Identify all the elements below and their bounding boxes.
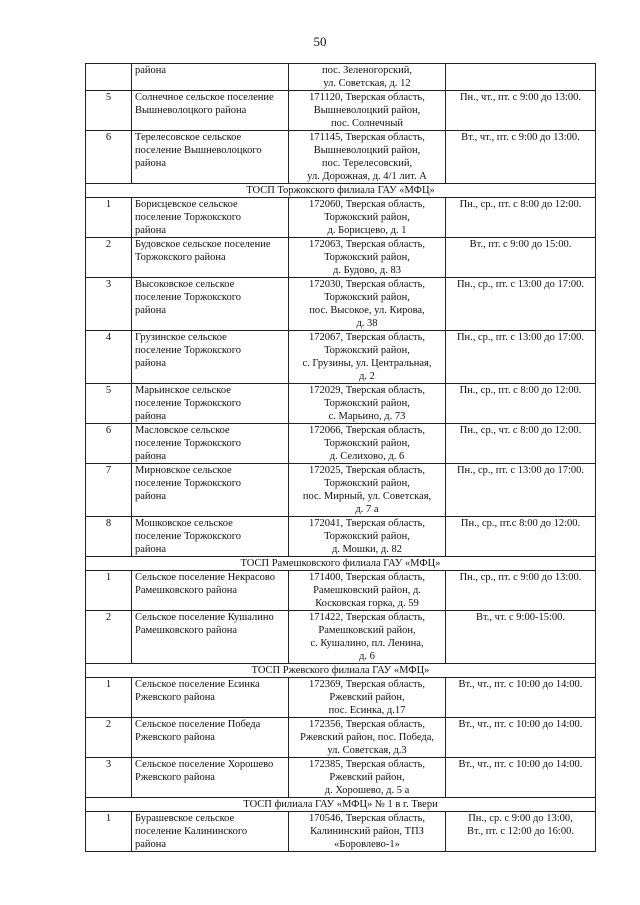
row-number: 8: [86, 517, 132, 557]
settlement-name: Мошковское сельское поселение Торжокского района: [132, 517, 289, 557]
page-number: 50: [313, 34, 327, 49]
table-row: [86, 384, 596, 424]
address-cell: 172356, Тверская область, Ржевский район, пос. Победа, ул. Советская, д.3: [289, 718, 446, 758]
working-hours-cell: Пн., ср., пт. с 13:00 до 17:00.: [446, 278, 596, 331]
working-hours-cell: Вт., чт., пт. с 10:00 до 14:00.: [446, 678, 596, 718]
working-hours-cell: Вт., чт., пт. с 10:00 до 14:00.: [446, 758, 596, 798]
address-cell: 172029, Тверская область, Торжокский район, с. Марьино, д. 73: [289, 384, 446, 424]
section-title: ТОСП филиала ГАУ «МФЦ» № 1 в г. Твери: [86, 798, 596, 812]
settlement-name: Сельское поселение Победа Ржевского района: [132, 718, 289, 758]
table-row: [86, 758, 596, 798]
address-cell: 171120, Тверская область, Вышневолоцкий район, пос. Солнечный: [289, 91, 446, 131]
row-number: 2: [86, 238, 132, 278]
settlement-name: Терелесовское сельское поселение Вышневолоцкого района: [132, 131, 289, 184]
settlement-name: Сельское поселение Кушалино Рамешковского района: [132, 611, 289, 664]
working-hours-cell: Пн., чт., пт. с 9:00 до 13:00.: [446, 91, 596, 131]
row-number: 1: [86, 571, 132, 611]
row-number: [86, 64, 132, 91]
working-hours-cell: Пн., ср., пт.с 8:00 до 12:00.: [446, 517, 596, 557]
working-hours-cell: Пн., ср., чт. с 8:00 до 12:00.: [446, 424, 596, 464]
table-row: [86, 678, 596, 718]
settlement-name: Сельское поселение Есинка Ржевского района: [132, 678, 289, 718]
address-cell: 171422, Тверская область, Рамешковский район, с. Кушалино, пл. Ленина, д. 6: [289, 611, 446, 664]
settlement-name: Высоковское сельское поселение Торжокского района: [132, 278, 289, 331]
settlement-name: района: [132, 64, 289, 91]
address-cell: 172030, Тверская область, Торжокский район, пос. Высокое, ул. Кирова, д. 38: [289, 278, 446, 331]
settlement-name: Марьинское сельское поселение Торжокского района: [132, 384, 289, 424]
table-row: [86, 517, 596, 557]
settlement-name: Грузинское сельское поселение Торжокского района: [132, 331, 289, 384]
row-number: 1: [86, 678, 132, 718]
settlement-name: Масловское сельское поселение Торжокского района: [132, 424, 289, 464]
section-title: ТОСП Торжокского филиала ГАУ «МФЦ»: [86, 184, 596, 198]
address-cell: 170546, Тверская область, Калининский район, ТПЗ «Боровлево-1»: [289, 812, 446, 852]
address-cell: пос. Зеленогорский, ул. Советская, д. 12: [289, 64, 446, 91]
address-cell: 172067, Тверская область, Торжокский район, с. Грузины, ул. Центральная, д. 2: [289, 331, 446, 384]
settlement-name: Будовское сельское поселение Торжокского района: [132, 238, 289, 278]
row-number: 7: [86, 464, 132, 517]
row-number: 3: [86, 278, 132, 331]
working-hours-cell: Пн., ср. с 9:00 до 13:00, Вт., пт. с 12:00 до 16:00.: [446, 812, 596, 852]
working-hours-cell: Вт., чт. с 9:00-15:00.: [446, 611, 596, 664]
working-hours-cell: Пн., ср., пт. с 8:00 до 12:00.: [446, 384, 596, 424]
row-number: 6: [86, 131, 132, 184]
working-hours-cell: [446, 64, 596, 91]
address-cell: 172066, Тверская область, Торжокский район, д. Селихово, д. 6: [289, 424, 446, 464]
section-header-row: [86, 798, 596, 812]
row-number: 1: [86, 198, 132, 238]
working-hours-cell: Пн., ср., пт. с 13:00 до 17:00.: [446, 464, 596, 517]
settlement-name: Солнечное сельское поселение Вышневолоцкого района: [132, 91, 289, 131]
table-row: [86, 238, 596, 278]
table-row: [86, 64, 596, 91]
working-hours-cell: Пн., ср., пт. с 8:00 до 12:00.: [446, 198, 596, 238]
row-number: 1: [86, 812, 132, 852]
settlement-name: Сельское поселение Хорошево Ржевского района: [132, 758, 289, 798]
working-hours-cell: Вт., пт. с 9:00 до 15:00.: [446, 238, 596, 278]
section-title: ТОСП Рамешковского филиала ГАУ «МФЦ»: [86, 557, 596, 571]
row-number: 5: [86, 91, 132, 131]
settlement-name: Мирновское сельское поселение Торжокского района: [132, 464, 289, 517]
working-hours-cell: Вт., чт., пт. с 10:00 до 14:00.: [446, 718, 596, 758]
table-row: [86, 611, 596, 664]
address-cell: 172385, Тверская область, Ржевский район, д. Хорошево, д. 5 а: [289, 758, 446, 798]
service-points-table: [85, 63, 596, 852]
table-row: [86, 91, 596, 131]
table-body: [86, 64, 596, 852]
section-header-row: [86, 184, 596, 198]
section-header-row: [86, 557, 596, 571]
table-row: [86, 718, 596, 758]
address-cell: 172060, Тверская область, Торжокский район, д. Борисцево, д. 1: [289, 198, 446, 238]
address-cell: 172025, Тверская область, Торжокский район, пос. Мирный, ул. Советская, д. 7 а: [289, 464, 446, 517]
settlement-name: Борисцевское сельское поселение Торжокского района: [132, 198, 289, 238]
address-cell: 172041, Тверская область, Торжокский район, д. Мошки, д. 82: [289, 517, 446, 557]
table-row: [86, 424, 596, 464]
row-number: 5: [86, 384, 132, 424]
settlement-name: Сельское поселение Некрасово Рамешковского района: [132, 571, 289, 611]
table-row: [86, 278, 596, 331]
row-number: 2: [86, 611, 132, 664]
address-cell: 171145, Тверская область, Вышневолоцкий район, пос. Терелесовский, ул. Дорожная, д. 4/1 лит. А: [289, 131, 446, 184]
address-cell: 171400, Тверская область, Рамешковский район, д. Косковская горка, д. 59: [289, 571, 446, 611]
table-row: [86, 571, 596, 611]
address-cell: 172369, Тверская область, Ржевский район, пос. Есинка, д.17: [289, 678, 446, 718]
table-row: [86, 198, 596, 238]
working-hours-cell: Пн., ср., пт. с 13:00 до 17:00.: [446, 331, 596, 384]
row-number: 2: [86, 718, 132, 758]
settlement-name: Бурашевское сельское поселение Калининского района: [132, 812, 289, 852]
section-header-row: [86, 664, 596, 678]
working-hours-cell: Вт., чт., пт. с 9:00 до 13:00.: [446, 131, 596, 184]
address-cell: 172063, Тверская область, Торжокский район, д. Будово, д. 83: [289, 238, 446, 278]
table-row: [86, 131, 596, 184]
row-number: 3: [86, 758, 132, 798]
table-row: [86, 812, 596, 852]
working-hours-cell: Пн., ср., пт. с 9:00 до 13:00.: [446, 571, 596, 611]
table-row: [86, 331, 596, 384]
section-title: ТОСП Ржевского филиала ГАУ «МФЦ»: [86, 664, 596, 678]
table-row: [86, 464, 596, 517]
row-number: 4: [86, 331, 132, 384]
row-number: 6: [86, 424, 132, 464]
